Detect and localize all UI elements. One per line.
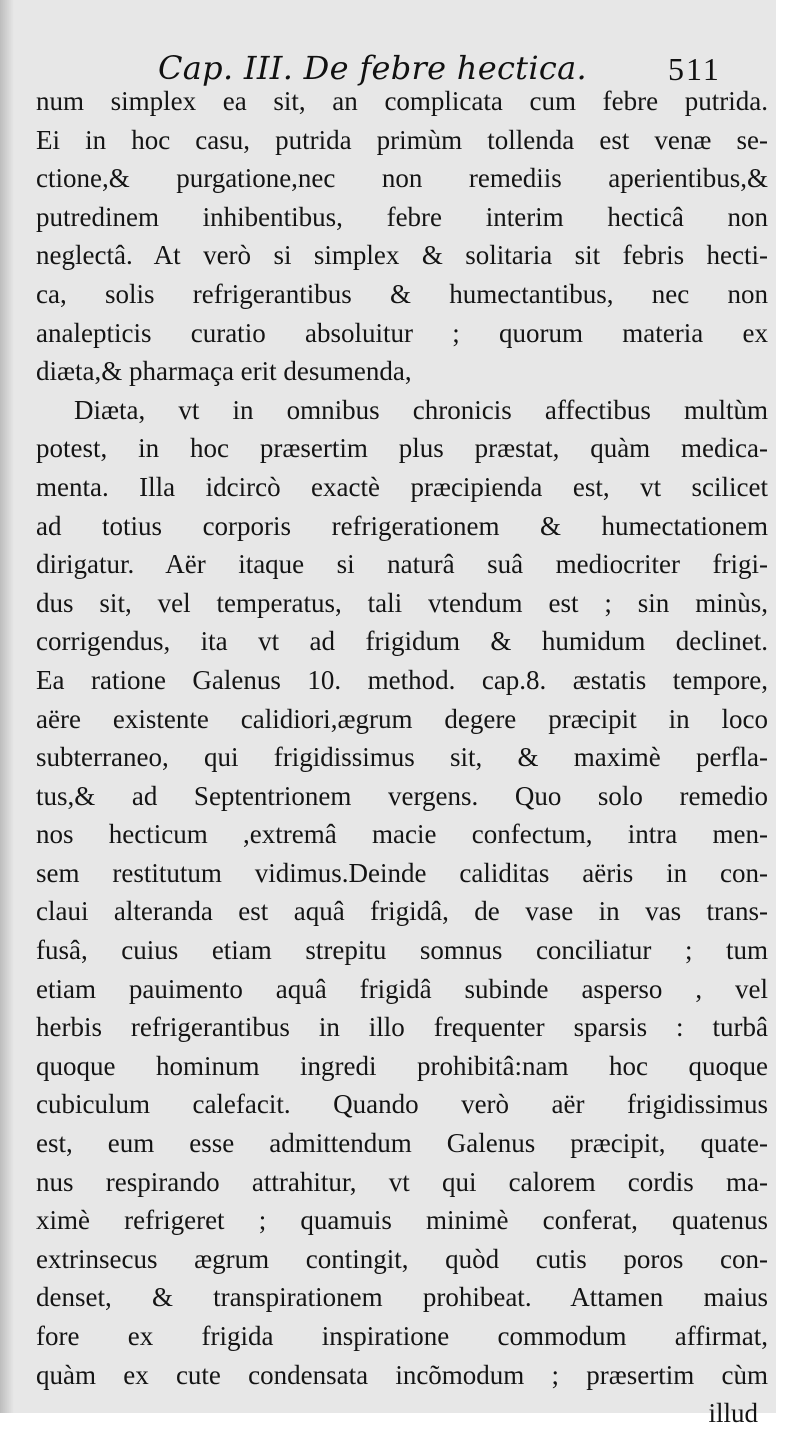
text-line: Ea ratione Galenus 10. method. cap.8. æstatis tempore,	[36, 664, 768, 695]
text-line: subterraneo, qui frigidissimus sit, & maximè perfla-	[36, 742, 768, 773]
running-head: Cap. III. De febre hectica.	[158, 49, 587, 87]
text-line: extrinsecus ægrum contingit, quòd cutis poros con-	[36, 1243, 768, 1274]
text-line: claui alteranda est aquâ frigidâ, de vase in vas trans-	[36, 896, 768, 927]
text-line: potest, in hoc præsertim plus præstat, quàm medica-	[36, 433, 768, 464]
text-line: num simplex ea sit, an complicata cum febre putrida.	[36, 86, 768, 116]
text-line: ad totius corporis refrigerationem & humectationem	[36, 510, 768, 541]
text-line: ctione,& purgatione,nec non remediis aperientibus,&	[36, 163, 768, 194]
text-line: fore ex frigida inspiratione commodum affirmat,	[36, 1321, 768, 1351]
text-line: quàm ex cute condensata incõmodum ; præsertim cùm	[36, 1359, 768, 1390]
text-line-paragraph-start: Diæta, vt in omnibus chronicis affectibus multùm	[74, 394, 768, 425]
text-line: analepticis curatio absoluitur ; quorum materia ex	[36, 317, 768, 348]
text-line: sem restitutum vidimus.Deinde caliditas aëris in con-	[36, 857, 768, 888]
text-line: diæta,& pharmaça erit desumenda,	[36, 356, 412, 387]
text-line: quoque hominum ingredi prohibitâ:nam hoc quoque	[36, 1050, 768, 1081]
text-line: est, eum esse admittendum Galenus præcipit, quate-	[36, 1128, 768, 1159]
text-line: etiam pauimento aquâ frigidâ subinde asperso , vel	[36, 973, 768, 1004]
text-line: dirigatur. Aër itaque si naturâ suâ mediocriter frigi-	[36, 549, 768, 580]
body-text	[36, 82, 768, 1433]
text-line: nus respirando attrahitur, vt qui calorem cordis ma-	[36, 1166, 768, 1197]
catchword: illud	[708, 1398, 758, 1429]
text-line: menta. Illa idcircò exactè præcipienda est, vt scilicet	[36, 471, 768, 502]
text-line: neglectâ. At verò si simplex & solitaria sit febris hecti-	[36, 240, 768, 271]
text-line: denset, & transpirationem prohibeat. Attamen maius	[36, 1282, 768, 1313]
text-line: ca, solis refrigerantibus & humectantibus, nec non	[36, 278, 768, 309]
gutter-shadow	[0, 0, 14, 1413]
page-number: 511	[668, 51, 721, 87]
text-line: corrigendus, ita vt ad frigidum & humidum declinet.	[36, 626, 768, 657]
text-line: aëre existente calidiori,ægrum degere præcipit in loco	[36, 703, 768, 734]
text-line: nos hecticum ,extremâ macie confectum, intra men-	[36, 819, 768, 850]
text-line: putredinem inhibentibus, febre interim hecticâ non	[36, 201, 768, 232]
text-line: dus sit, vel temperatus, tali vtendum est ; sin minùs,	[36, 587, 768, 618]
text-line: Ei in hoc casu, putrida primùm tollenda est venæ se-	[36, 124, 768, 155]
text-line: ximè refrigeret ; quamuis minimè conferat, quatenus	[36, 1205, 768, 1236]
text-line: herbis refrigerantibus in illo frequenter sparsis : turbâ	[36, 1012, 768, 1043]
text-line: fusâ, cuius etiam strepitu somnus conciliatur ; tum	[36, 935, 768, 966]
scan-margin	[776, 0, 800, 1413]
text-line: cubiculum calefacit. Quando verò aër frigidissimus	[36, 1089, 768, 1120]
text-line: tus,& ad Septentrionem vergens. Quo solo remedio	[36, 780, 768, 811]
